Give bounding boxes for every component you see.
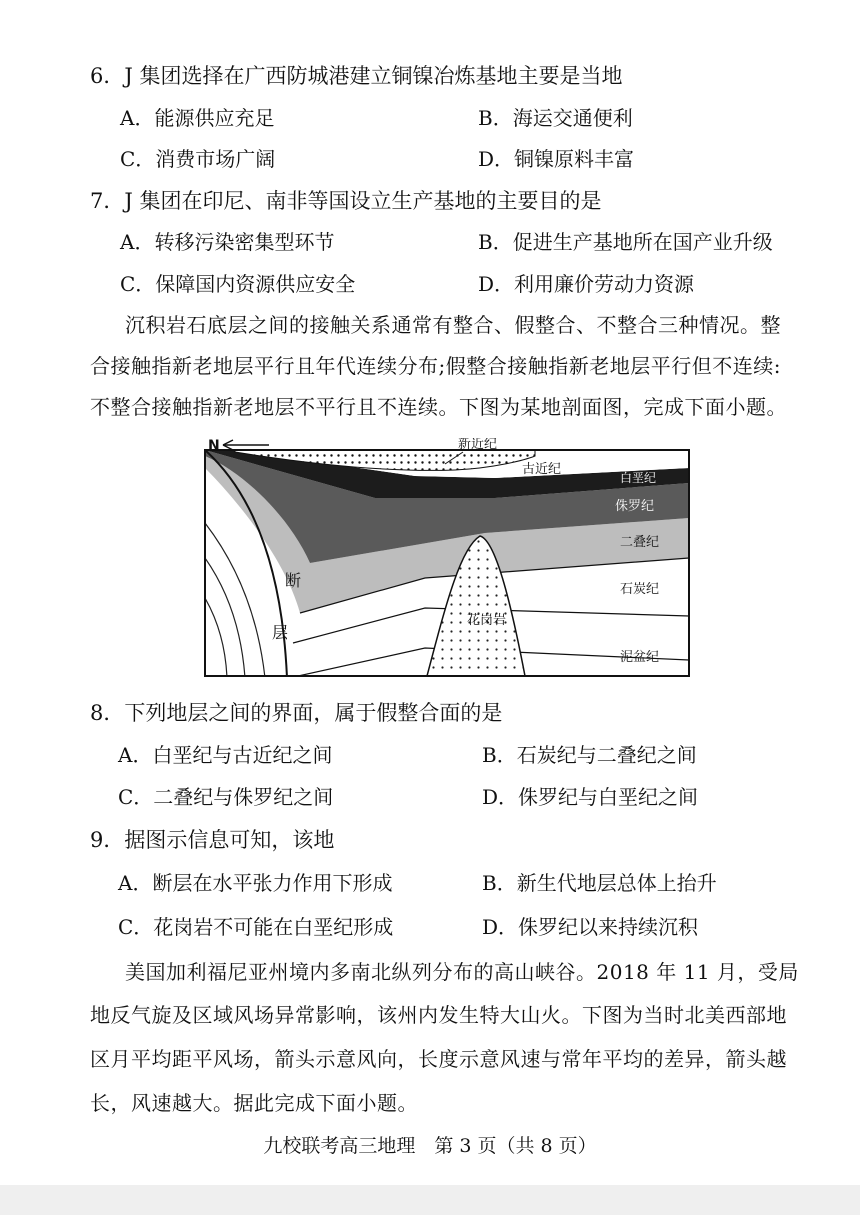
question-6-option-d: D．铜镍原料丰富 (478, 147, 635, 171)
question-7-option-d: D．利用廉价劳动力资源 (478, 272, 695, 296)
question-8-option-d: D．侏罗纪与白垩纪之间 (482, 785, 699, 809)
passage-1-line-2: 合接触指新老地层平行且年代连续分布;假整合接触指新老地层平行但不连续: (90, 354, 781, 378)
question-8-option-a: A．白垩纪与古近纪之间 (118, 743, 333, 767)
question-9-stem: 9．据图示信息可知，该地 (90, 828, 335, 852)
north-label: N (208, 438, 220, 454)
question-7-option-a: A．转移污染密集型环节 (120, 230, 335, 254)
question-6-option-b: B．海运交通便利 (478, 106, 633, 130)
question-9-option-b: B．新生代地层总体上抬升 (482, 871, 717, 895)
label-permian: 二叠纪 (620, 535, 660, 550)
passage-2-line-2: 地反气旋及区域风场异常影响，该州内发生特大山火。下图为当时北美西部地 (90, 1003, 787, 1027)
label-cretaceous: 白垩纪 (620, 471, 657, 485)
question-8-stem: 8．下列地层之间的界面，属于假整合面的是 (90, 701, 503, 725)
question-9-option-c: C．花岗岩不可能在白垩纪形成 (118, 915, 394, 939)
question-7-option-c: C．保障国内资源供应安全 (120, 272, 356, 296)
page-footer: 九校联考高三地理 第 3 页（共 8 页） (263, 1135, 597, 1157)
passage-2-line-3: 区月平均距平风场，箭头示意风向，长度示意风速与常年平均的差异，箭头越 (90, 1047, 787, 1071)
question-7-stem: 7．J 集团在印尼、南非等国设立生产基地的主要目的是 (90, 189, 602, 213)
label-carboniferous: 石炭纪 (620, 582, 660, 597)
question-9-option-a: A．断层在水平张力作用下形成 (118, 871, 393, 895)
question-6-stem: 6．J 集团选择在广西防城港建立铜镍冶炼基地主要是当地 (90, 64, 623, 88)
passage-2-line-4: 长，风速越大。据此完成下面小题。 (90, 1091, 418, 1115)
label-devonian: 泥盆纪 (620, 650, 660, 665)
label-jurassic: 侏罗纪 (615, 499, 655, 514)
question-8-option-b: B．石炭纪与二叠纪之间 (482, 743, 697, 767)
label-fault-char-2: 层 (272, 623, 289, 642)
label-fault-char-1: 断 (285, 571, 302, 590)
label-paleogene: 古近纪 (522, 462, 562, 477)
question-7-option-b: B．促进生产基地所在国产业升级 (478, 230, 773, 254)
passage-1-line-1: 沉积岩石底层之间的接触关系通常有整合、假整合、不整合三种情况。整 (125, 313, 781, 337)
scan-bottom-band (0, 1185, 860, 1215)
passage-1-line-3: 不整合接触指新老地层不平行且不连续。下图为某地剖面图，完成下面小题。 (90, 395, 787, 419)
passage-2-line-1: 美国加利福尼亚州境内多南北纵列分布的高山峡谷。2018 年 11 月，受局 (125, 960, 799, 984)
label-granite: 花岗岩 (467, 613, 507, 628)
question-6-option-a: A．能源供应充足 (120, 106, 275, 130)
geologic-cross-section (195, 438, 695, 678)
question-6-option-c: C．消费市场广阔 (120, 147, 276, 171)
question-8-option-c: C．二叠纪与侏罗纪之间 (118, 785, 334, 809)
question-9-option-d: D．侏罗纪以来持续沉积 (482, 915, 699, 939)
label-neogene: 新近纪 (458, 438, 498, 452)
